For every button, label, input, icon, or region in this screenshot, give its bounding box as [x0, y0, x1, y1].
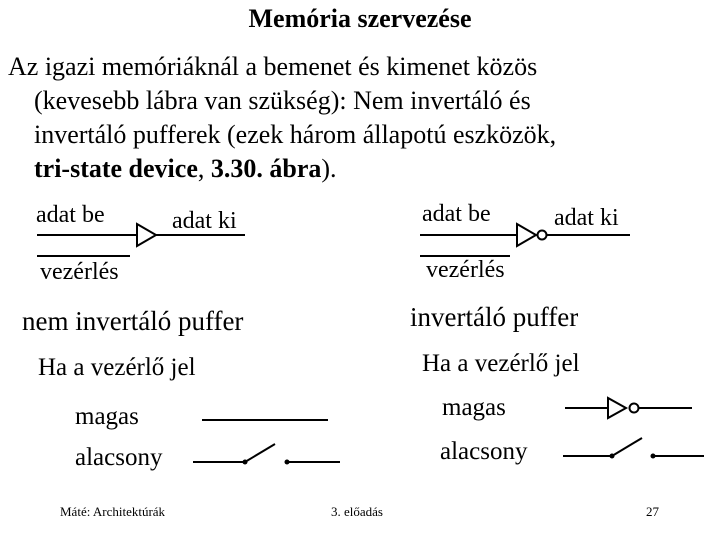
right-output-label: adat ki	[554, 205, 619, 231]
right-input-label: adat be	[422, 201, 491, 227]
page-title: Memória szervezése	[248, 4, 472, 33]
right-caption: invertáló puffer	[410, 302, 579, 332]
intro-separator: ,	[197, 154, 211, 183]
right-low-label: alacsony	[440, 438, 528, 465]
left-caption: nem invertáló puffer	[22, 306, 244, 336]
left-output-label: adat ki	[172, 208, 237, 234]
intro-line-3: invertáló pufferek (ezek három állapotú eszközök,	[34, 120, 557, 149]
footer-lecture: 3. előadás	[331, 504, 383, 519]
right-switch-contact-icon-1	[610, 454, 615, 459]
right-switch-lever-icon	[612, 438, 642, 456]
right-high-label: magas	[442, 394, 506, 421]
left-low-label: alacsony	[75, 444, 163, 471]
left-switch-contact-icon-2	[285, 460, 290, 465]
footer-page-number: 27	[646, 504, 659, 519]
left-switch-contact-icon-1	[243, 460, 248, 465]
inverter-bubble-icon	[538, 231, 547, 240]
right-switch-contact-icon-2	[651, 454, 656, 459]
right-high-buffer-icon	[608, 398, 626, 418]
left-input-label: adat be	[36, 202, 105, 228]
left-high-label: magas	[75, 403, 139, 430]
intro-line-2: (kevesebb lábra van szükség): Nem invertáló és	[34, 86, 531, 115]
right-high-bubble-icon	[630, 404, 639, 413]
footer-author: Máté: Architektúrák	[60, 504, 166, 519]
left-condition: Ha a vezérlő jel	[38, 354, 196, 381]
right-control-label: vezérlés	[426, 257, 505, 283]
non-inverting-buffer-icon	[137, 224, 156, 246]
inverting-buffer-icon	[517, 224, 536, 246]
intro-line-1: Az igazi memóriáknál a bemenet és kimenet közös	[8, 52, 538, 81]
left-switch-lever-icon	[245, 444, 275, 462]
right-condition: Ha a vezérlő jel	[422, 350, 580, 377]
tri-state-term: tri-state device	[34, 154, 198, 183]
intro-line-end: ).	[321, 154, 337, 183]
left-control-label: vezérlés	[40, 259, 119, 285]
figure-reference: 3.30. ábra	[210, 154, 322, 183]
